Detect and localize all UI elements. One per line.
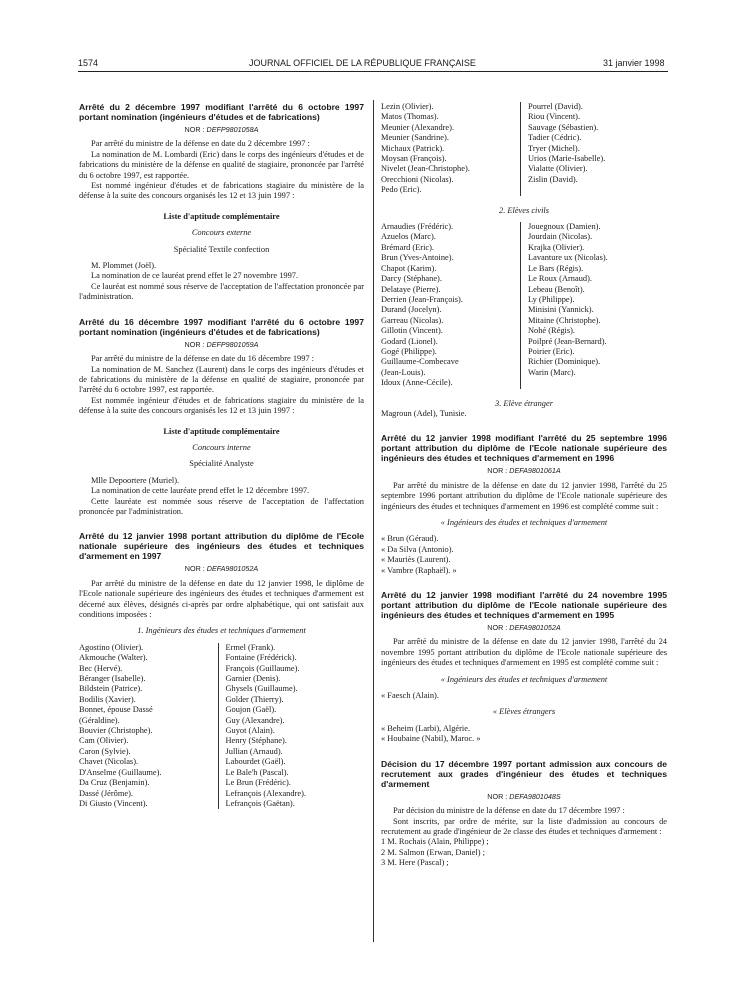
list-item: Guillaume-Combecave [381,357,459,367]
list-item: « Houbaine (Nabil), Maroc. » [381,734,481,744]
list-item: Moysan (François). [381,154,447,164]
list-item: Guy (Alexandre). [225,715,285,725]
list-item: Chapot (Karim). [381,263,437,273]
left-column [79,102,364,809]
list-item: Goujon (Gaël). [225,705,277,715]
subheading: « Ingénieurs des études et techniques d'armement [440,518,608,527]
paragraph: Est nommé ingénieur d'études et de fabrications stagiaire du ministère de la défense à la suite des concours organisés les 12 et 13 juin 1997 : [79,181,364,201]
list-item: Sauvage (Sébastien). [528,122,599,132]
paragraph: Est nommée ingénieur d'études et de fabrications stagiaire du ministère de la défense à la suite des concours organisés les 12 et 13 juin 1997 : [79,395,364,416]
page-number: 1574 [78,58,99,68]
paragraph: Cette lauréate est nommée sous réserve de l'acceptation de l'affectation prononcée par l'administration. [79,496,364,516]
list-item: Di Giusto (Vincent). [79,798,148,808]
concours-label: Concours interne [192,442,251,452]
list-item: Tadier (Cédric). [528,133,582,143]
section-title: Arrêté du 12 janvier 1998 modifiant l'arrêté du 25 septembre 1996 portant attribution du diplôme de l'Ecole nationale supérieure des ingénieurs des études et techniques d'armement en 1996 [381,433,667,464]
section-decision-17-dec [381,759,667,869]
list-item: François (Guillaume). [225,663,300,673]
list-item: Urios (Marie-Isabelle). [528,154,606,164]
list-item: Labourdet (Gaël). [225,757,286,767]
list-item: Jouegnoux (Damien). [528,222,601,232]
journal-title: JOURNAL OFFICIEL DE LA RÉPUBLIQUE FRANÇAISE [249,58,476,68]
list-item: 2 M. Salmon (Erwan, Daniel) ; [381,847,485,857]
list-item: Durand (Jocelyn). [381,305,442,315]
list-item: Agostino (Olivier). [79,642,144,652]
list-title: Liste d'aptitude complémentaire [163,426,280,436]
list-item: (Jean-Louis). [381,367,426,377]
list-item: 1 M. Rochais (Alain, Philippe) ; [381,837,489,847]
list-item: Guyot (Alain). [225,726,275,736]
list-item: « Da Silva (Antonio). [381,544,454,554]
list-item: Azuelos (Marc). [381,232,436,242]
list-item: Jullian (Arnaud). [225,746,283,756]
list-item: « Vambre (Raphaël). » [381,565,457,575]
list-item: Meunier (Sandrine). [381,133,449,143]
list-item: Ermel (Frank). [225,642,276,652]
nor-reference: NOR : DEFA9801052A [184,564,259,574]
list-item: Meunier (Alexandre). [381,122,455,132]
list-item: Brémard (Eric). [381,242,435,252]
list-item: Le Brun (Frédéric). [225,778,291,788]
list-item: Garreau (Nicolas). [381,315,444,325]
list-item: Magroun (Adel), Tunisie. [381,408,467,418]
paragraph: Par arrêté du ministre de la défense en date du 16 décembre 1997 : [91,354,315,364]
paragraph: Ce lauréat est nommé sous réserve de l'acceptation de l'affectation prononcée par l'administration. [79,281,364,302]
section-arrete-12-jan-1997-diploma [79,531,364,809]
list-item: Da Cruz (Benjamin). [79,778,150,788]
speciality-label: Spécialité Analyste [189,459,254,469]
list-item: Matos (Thomas). [381,112,439,122]
list-item: Richier (Dominique). [528,357,601,367]
column-divider [373,100,374,942]
list-item: Bonnet, épouse Dassé [79,705,153,715]
list-item: (Géraldine). [79,715,120,725]
list-item: Riou (Vincent). [528,112,581,122]
list-item: Tryer (Michel). [528,143,580,153]
list-item: Le Bars (Régis). [528,263,584,273]
list-item: Michaux (Patrick). [381,143,445,153]
paragraph: Par décision du ministre de la défense en date du 17 décembre 1997 : [393,806,625,816]
nor-reference: NOR : DEFP9801058A [184,125,259,134]
list-item: Cam (Olivier). [79,736,129,746]
list-item: Lefrançois (Alexandre). [225,788,306,798]
nor-reference: NOR : DEFP9801059A [184,339,259,349]
right-column [381,102,667,869]
subheading: « Elèves étrangers [492,707,556,717]
list-item: Dassé (Jérôme). [79,788,133,798]
subheading: « Ingénieurs des études et techniques d'armement [440,674,608,684]
list-item: Henry (Stéphane). [225,736,287,746]
list-item: Nohé (Régis). [528,326,575,336]
list-item: Le Bale'h (Pascal). [225,767,289,777]
list-item: Gogé (Philippe). [381,346,437,356]
list-item: Le Roux (Arnaud). [528,274,592,284]
names-table [381,222,667,389]
list-item: Brun (Yves-Antoine). [381,253,454,263]
speciality-label: Spécialité Textile confection [173,244,270,254]
list-item: Derrien (Jean-François). [381,294,463,304]
names-table [79,643,364,810]
subheading: 2. Elèves civils [499,205,549,215]
list-item: Lavanture ux (Nicolas). [528,253,608,263]
list-item: Lezin (Olivier). [381,102,434,111]
list-title: Liste d'aptitude complémentaire [163,211,280,221]
list-item: Chavet (Nicolas). [79,757,139,767]
list-item: Mitaine (Christophe). [528,315,601,325]
paragraph: La nomination de ce lauréat prend effet le 27 novembre 1997. [91,271,299,281]
list-item: Pedo (Eric). [381,185,422,195]
list-item: Akmouche (Walter). [79,653,148,663]
list-item: « Beheim (Larbi), Algérie. [381,723,471,733]
issue-date: 31 janvier 1998 [603,58,665,68]
list-item: Warin (Marc). [528,367,576,377]
section-arrete-25-sept-1996 [381,433,667,576]
list-item: Fontaine (Frédérick). [225,653,297,663]
paragraph: La nomination de M. Lombardi (Eric) dans le corps des ingénieurs d'études et de fabrications du ministère de la défense en qualité de stagiaire, prononcée par l'arrêté du 6 octobre 1997, est rapportée. [79,149,364,180]
nor-reference: NOR : DEFA9801061A [487,466,561,476]
section-title: Décision du 17 décembre 1997 portant admission aux concours de recrutement aux grades d'ingénieur des études et techniques d'armement [381,758,667,789]
list-item: Nivelet (Jean-Christophe). [381,164,470,174]
list-item: « Brun (Géraud). [381,534,439,544]
list-item: Pourrel (David). [528,102,583,111]
paragraph: Par arrêté du ministre de la défense en date du 2 décembre 1997 : [91,139,310,149]
list-item: Caron (Sylvie). [79,746,131,756]
laureate-name: M. Plommet (Joël). [91,261,157,271]
section-arrete-16-dec [79,317,364,518]
paragraph: La nomination de M. Sanchez (Laurent) dans le corps des ingénieurs d'études et de fabrications du ministère de la défense en qualité de stagiaire, prononcée par l'arrêté du 6 octobre 1997, est rapportée. [79,364,364,395]
list-item: Bodilis (Xavier). [79,694,136,704]
list-item: Jourdain (Nicolas). [528,232,593,242]
section-title: Arrêté du 12 janvier 1998 portant attribution du diplôme de l'Ecole nationale supérieure des ingénieurs des études et techniques d'armement en 1997 [79,531,364,562]
list-item: Golder (Thierry). [225,694,284,704]
list-item: « Faesch (Alain). [381,691,439,701]
list-item: Delataye (Pierre). [381,284,441,294]
list-item: Krajka (Olivier). [528,242,585,252]
laureate-name: Mlle Depoortere (Muriel). [91,475,180,485]
subheading: 1. Ingénieurs des études et techniques d'armement [137,626,306,636]
section-title: Arrêté du 2 décembre 1997 modifiant l'arrêté du 6 octobre 1997 portant nomination (ingénieurs d'études et de fabrications) [79,102,364,122]
list-item: « Mauriès (Laurent). [381,555,451,565]
paragraph: Sont inscrits, par ordre de mérite, sur la liste d'admission au concours de recrutement au grade d'ingénieur de 2e classe des études et techniques d'armement : [381,816,667,836]
list-item: Garnier (Denis). [225,674,281,684]
section-title: Arrêté du 16 décembre 1997 modifiant l'arrêté du 6 octobre 1997 portant nomination (ingénieurs d'études et de fabrications) [79,316,364,337]
concours-label: Concours externe [191,228,252,238]
list-item: Bildstein (Patrice). [79,684,143,694]
paragraph: Par arrêté du ministre de la défense en date du 12 janvier 1998, l'arrêté du 25 septembre 1996 portant attribution du diplôme de l'Ecole nationale supérieure des ingénieurs des études et techniques d'armement en 1996 est complété comme suit : [381,480,667,511]
list-item: Bouvier (Christophe). [79,726,153,736]
list-item: Minisini (Yannick). [528,305,594,315]
list-item: Gillotin (Vincent). [381,326,443,336]
subheading: 3. Elève étranger [495,398,553,408]
paragraph: Par arrêté du ministre de la défense en date du 12 janvier 1998, l'arrêté du 24 novembre 1995 portant attribution du diplôme de l'Ecole nationale supérieure des ingénieurs des études et techniques d'armement en 1995 est complété comme suit : [381,637,667,668]
list-item: Bec (Hervé). [79,663,123,673]
paragraph: Par arrêté du ministre de la défense en date du 12 janvier 1998, le diplôme de l'Ecole nationale supérieure des ingénieurs des études et techniques d'armement est décerné aux élèves, désignés ci-après par ordre alphabétique, qui ont satisfait aux conditions imposées : [79,578,364,619]
list-item: Darcy (Stéphane). [381,274,442,284]
section-arrete-2-dec [79,102,364,303]
nor-reference: NOR : DEFA9801052A [487,623,561,633]
list-item: Ly (Philippe). [528,294,575,304]
list-item: Ghysels (Guillaume). [225,684,298,694]
list-item: Zislin (David). [528,174,578,184]
list-item: Godard (Lionel). [381,336,438,346]
names-table [381,102,667,196]
list-item: Arnaudies (Frédéric). [381,222,454,232]
list-item: Poirier (Eric). [528,346,575,356]
section-arrete-24-nov-1995 [381,590,667,745]
section-title: Arrêté du 12 janvier 1998 modifiant l'arrêté du 24 novembre 1995 portant attribution du diplôme de l'Ecole nationale supérieure des ingénieurs des études et techniques d'armement en 1995 [381,590,667,621]
list-item: Lefrançois (Gaëtan). [225,798,295,808]
list-item: Idoux (Anne-Cécile). [381,378,453,388]
list-item: Orecchioni (Nicolas). [381,174,454,184]
paragraph: La nomination de cette lauréate prend effet le 12 décembre 1997. [91,486,310,496]
list-item: Poilpré (Jean-Bernard). [528,336,607,346]
list-item: Béranger (Isabelle). [79,674,146,684]
header-rule [78,71,668,72]
nor-reference: NOR : DEFA9801048S [487,791,561,801]
list-item: Lebeau (Benoît). [528,284,585,294]
list-item: 3 M. Here (Pascal) ; [381,858,449,868]
list-item: Vialatte (Olivier). [528,164,588,174]
list-item: D'Anselme (Guillaume). [79,767,162,777]
